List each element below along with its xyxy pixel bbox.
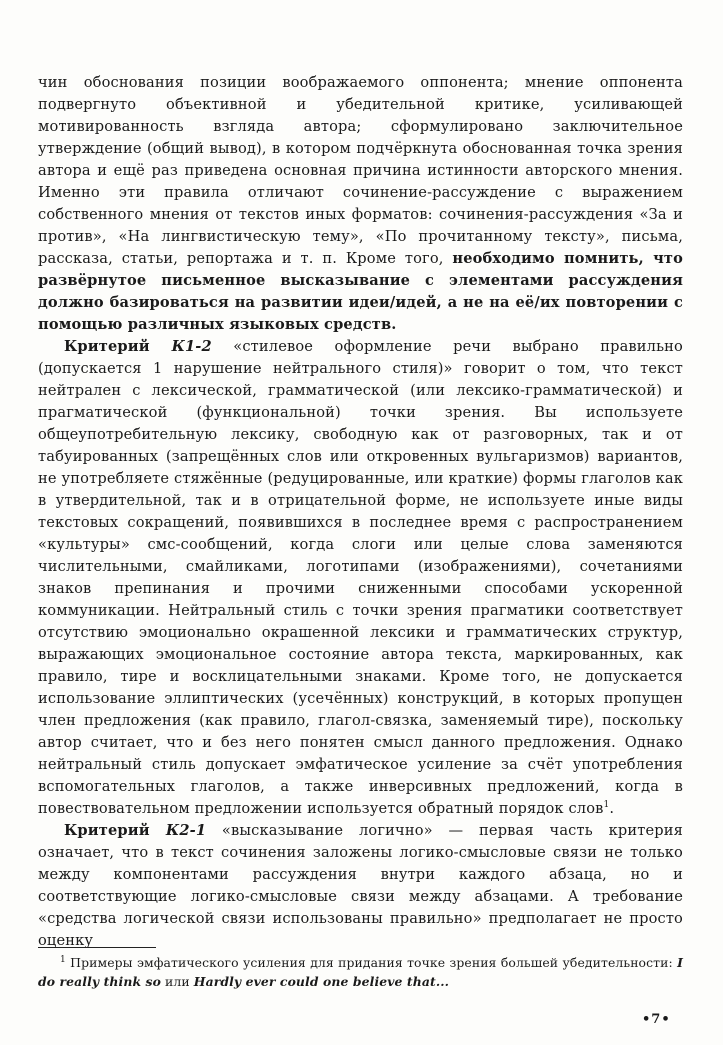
paragraph-text: «высказывание логично» — первая часть критерия означает, что в текст сочинения заложены логико-смысловые связи не только между компонентами рассуждения внутри каждого абзаца, но и соответствующие логико-смысловые связи между абзацами. А требование «средства логической связи использованы правильно» предполагает не просто оценку [38,822,683,949]
footnote-example-1: I do really think so [38,955,683,989]
paragraph-text: «стилевое оформление речи выбрано правильно (допускается 1 нарушение нейтрального стиля)» говорит о том, что текст нейтрален с лексической, грамматической (или лексико-грамматической) и прагматической (функциональной) точки зрения. Вы используете общеупотребительную лексику, свободную как от разговорных, так и от табуированных (запрещённых слов или откровенных вульгаризмов) вариантов, не употребляете стяжённые (редуцированные, или краткие) формы глаголов как в утвердительной, так и в отрицательной форме, не используете иные виды текстовых сокращений, появившихся в последнее время с распространением «культуры» смс-сообщений, когда слоги или целые слова заменяются числительными, смайликами, логотипами (изображениями), сочетаниями знаков препинания и прочими сниженными способами ускоренной коммуникации. Нейтральный стиль с точки зрения прагматики соответствует отсутствию эмоционально окрашенной лексики и грамматических структур, выражающих эмоциональное состояние автора текста, маркированных, как правило, тире и восклицательными знаками. Кроме того, не допускается использование эллиптических (усечённых) конструкций, в которых пропущен член предложения (как правило, глагол-связка, заменяемый тире), поскольку автор считает, что и без него понятен смысл данного предложения. Однако нейтральный стиль допускает эмфатическое усиление за счёт употребления вспомогательных глаголов, а также инверсивных предложений, когда в повествовательном предложении используется обратный порядок слов [38,338,683,817]
bold-emphasis: необходимо помнить, что развёрнутое письменное высказывание с элементами рассуждения должно базироваться на развитии идеи/идей, а не на её/их повторении с помощью различных языковых средств. [38,250,683,333]
paragraph-criterion-k1-2 [38,336,683,820]
criterion-code: К1-2 [171,338,212,355]
footnote [38,953,683,991]
paragraph-criterion-k2-1 [38,820,683,952]
footnote-reference: 1 [603,800,610,811]
footnote-joiner: или [161,974,194,989]
paragraph-text: чин обоснования позиции воображаемого оппонента; мнение оппонента подвергнуто объективной и убедительной критике, усиливающей мотивированность взгляда автора; сформулировано заключительное утверждение (общий вывод), в котором подчёркнута обоснованная точка зрения автора и ещё раз приведена основная причина истинности авторского мнения. Именно эти правила отличают сочинение-рассуждение с выражением собственного мнения от текстов иных форматов: сочинения-рассуждения «За и против», «На лингвистическую тему», «По прочитанному тексту», письма, рассказа, статьи, репортажа и т. п. Кроме того, [38,74,683,267]
criterion-word: Критерий [64,822,166,839]
paragraph-end: . [609,800,615,817]
footnote-mark: 1 [60,954,66,965]
paragraph-continuation [38,72,683,336]
page-number: •7• [642,1012,671,1027]
footnote-divider [38,947,156,948]
criterion-label [64,822,206,839]
footnote-example-2: Hardly ever could one believe that... [193,974,450,989]
criterion-word: Критерий [64,338,172,355]
footnote-text: Примеры эмфатического усиления для придания точке зрения большей убедительности: [65,955,678,970]
body-text [38,72,683,952]
criterion-label [64,338,212,355]
criterion-code: К2-1 [165,822,207,839]
